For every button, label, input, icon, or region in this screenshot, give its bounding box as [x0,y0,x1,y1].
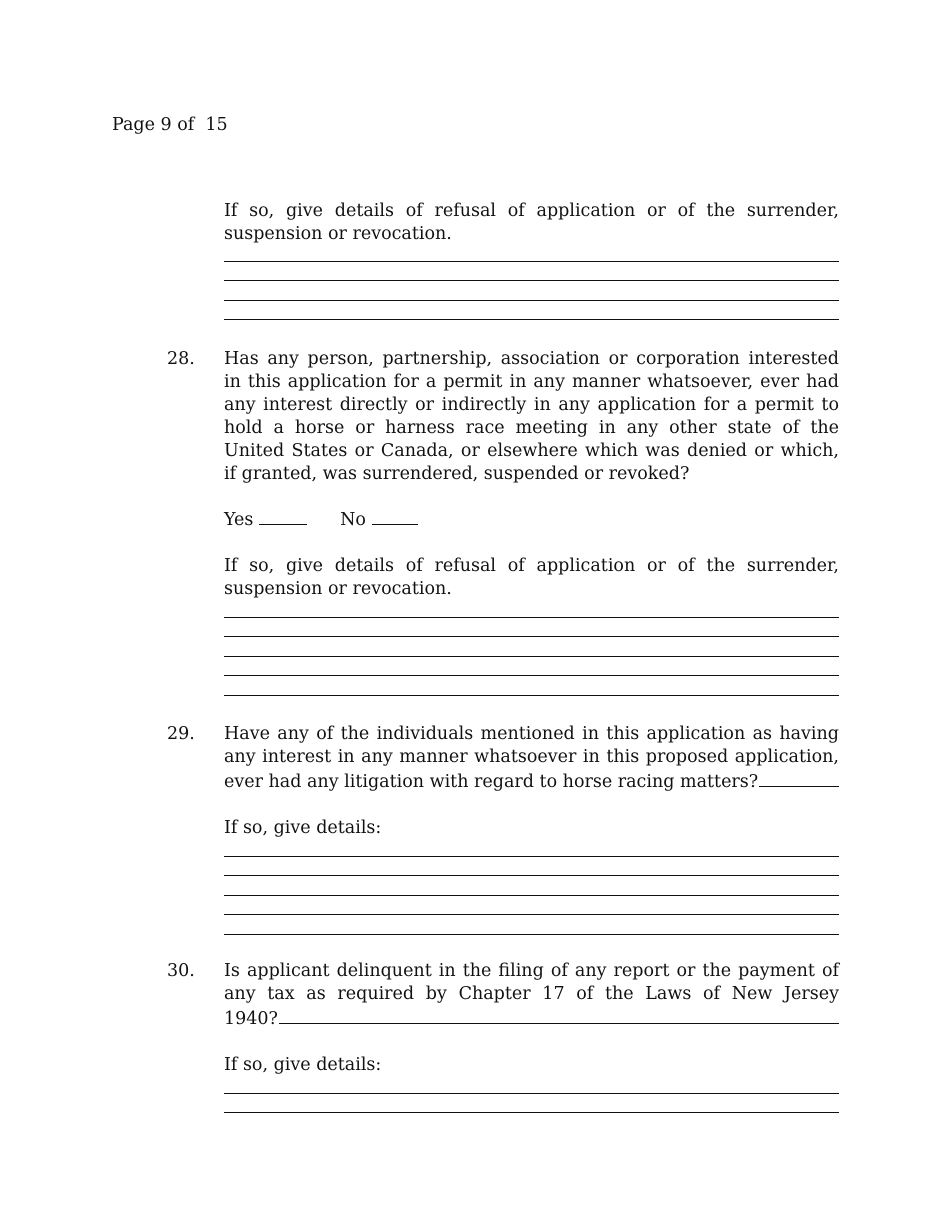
answer-line[interactable] [224,876,839,896]
page-number: Page 9 of 15 [112,115,228,135]
question-29-text-line2: ever had any litigation with regard to horse racing matters? [224,772,759,792]
answer-line[interactable] [224,1094,839,1114]
answer-line[interactable] [224,657,839,677]
no-blank[interactable] [372,508,418,525]
question-29-text-line1: Have any of the individuals mentioned in this application as having any interest in any manner whatsoever in this proposed application, [224,724,839,767]
answer-line[interactable] [224,896,839,916]
answer-line[interactable] [224,301,839,321]
question-28 [224,348,839,696]
answer-line[interactable] [224,281,839,301]
question-30-details-text: If so, give details: [224,1055,382,1075]
question-28-text: Has any person, partnership, association or corporation interested in this application for a permit in any manner whatsoever, ever had any interest directly or indirectly in any application for a permit to hold a horse or harness race meeting in any other state of the United States or Canada, or elsewhere which was denied or which, if granted, was surrendered, suspended or revoked? [224,349,839,484]
answer-line[interactable] [224,915,839,935]
question-30-answer-row [224,1006,839,1031]
intro-answer-lines [224,242,839,320]
yes-label: Yes [224,510,254,530]
question-29-details-text: If so, give details: [224,818,382,838]
question-28-details-text: If so, give details of refusal of application or of the surrender, suspension or revocation. [224,556,839,599]
question-29-answer-row [224,769,839,794]
question-30-answer-blank[interactable] [279,1006,839,1024]
question-29-answer-lines [224,837,839,935]
answer-line[interactable] [224,676,839,696]
answer-line[interactable] [224,262,839,282]
no-label: No [340,510,366,530]
question-28-answer-lines [224,598,839,696]
answer-line[interactable] [224,618,839,638]
intro-text: If so, give details of refusal of application or of the surrender, suspension or revocation. [224,201,839,244]
question-30 [224,960,839,1113]
answer-line[interactable] [224,857,839,877]
intro-section [224,200,839,320]
question-30-answer-lines [224,1074,839,1113]
yes-blank[interactable] [259,508,307,525]
question-30-text-line2: 1940? [224,1009,278,1029]
question-28-yes-no [224,508,839,532]
question-30-text-line1: Is applicant delinquent in the filing of any report or the payment of any tax as required by Chapter 17 of the Laws of New Jersey [224,961,839,1004]
question-29-answer-blank[interactable] [759,769,839,787]
question-29 [224,723,839,935]
question-29-number: 29. [167,724,195,744]
question-30-number: 30. [167,961,195,981]
answer-line[interactable] [224,637,839,657]
question-28-number: 28. [167,349,195,369]
